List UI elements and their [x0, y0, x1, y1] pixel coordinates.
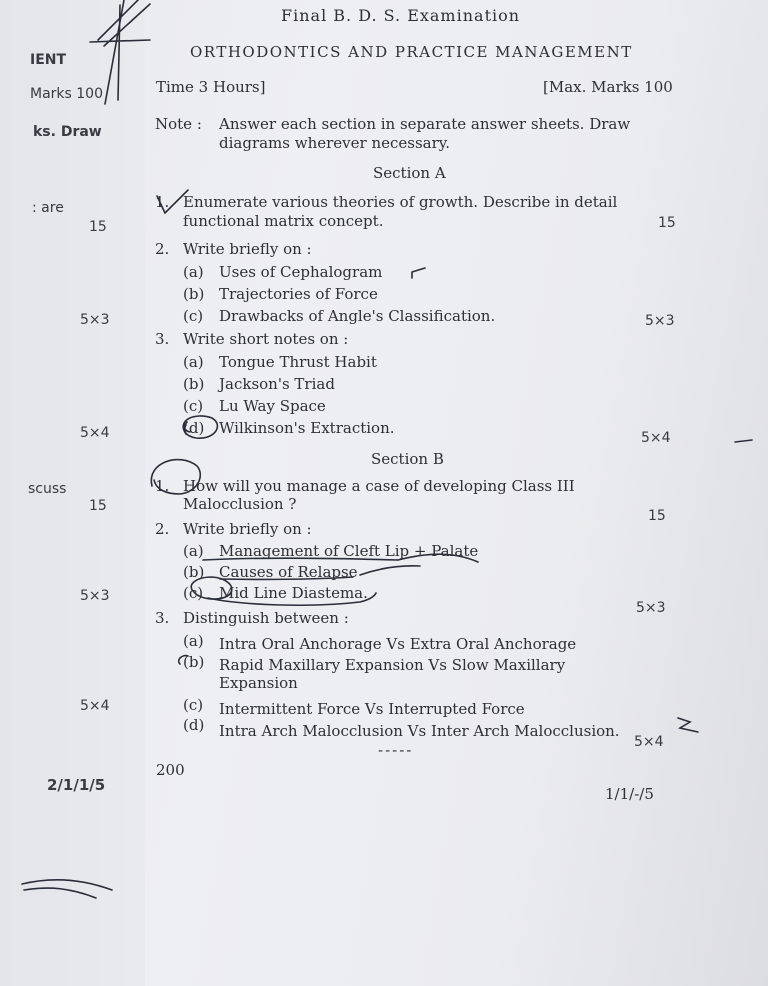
max-marks: [Max. Marks 100 [543, 78, 673, 96]
pen-tick [157, 190, 188, 213]
item-label: (b) [183, 375, 205, 393]
margin-fragment: IENT [30, 52, 67, 68]
margin-marks: 5×4 [80, 425, 110, 441]
pen-mark [735, 440, 752, 442]
item-label: (c) [183, 584, 204, 602]
question-number: 2. [155, 520, 170, 538]
margin-fragment: scuss [28, 481, 67, 497]
item-text: Drawbacks of Angle's Classification. [219, 307, 496, 325]
item-label: (c) [183, 696, 204, 714]
item-text: Wilkinson's Extraction. [219, 419, 395, 437]
margin-page-code: 2/1/1/5 [47, 776, 106, 794]
margin-fragment: : are [32, 200, 64, 216]
question-number: 2. [155, 240, 170, 258]
question-stem: Write briefly on : [183, 520, 312, 538]
question-text: functional matrix concept. [183, 212, 384, 230]
pen-underline [203, 558, 398, 560]
section-b-title: Section B [371, 450, 444, 468]
pen-mark [412, 268, 425, 278]
item-text: Lu Way Space [219, 397, 326, 415]
item-text: Causes of Relapse [219, 563, 358, 581]
margin-marks: 5×3 [80, 588, 110, 604]
item-text: Uses of Cephalogram [219, 263, 383, 281]
pen-scribble [22, 880, 112, 898]
item-label: (c) [183, 307, 204, 325]
question-number: 1. [155, 477, 170, 495]
item-label: (c) [183, 397, 204, 415]
item-text: Trajectories of Force [219, 285, 378, 303]
item-text: Intra Oral Anchorage Vs Extra Oral Anchorage [219, 635, 577, 653]
note-text-line1: Answer each section in separate answer sheets. Draw [219, 115, 631, 133]
item-text: Rapid Maxillary Expansion Vs Slow Maxillary [219, 656, 566, 674]
item-text: Mid Line Diastema. [219, 584, 368, 602]
item-label: (a) [183, 632, 204, 650]
question-stem: Write briefly on : [183, 240, 312, 258]
item-text: Tongue Thrust Habit [219, 353, 377, 371]
item-label: (b) [183, 563, 205, 581]
item-text: Jackson's Triad [219, 375, 335, 393]
pen-underline [208, 593, 376, 605]
exam-title: Final B. D. S. Examination [281, 6, 521, 25]
pen-scribble [360, 566, 420, 575]
pen-mark [179, 656, 188, 664]
item-label: (b) [183, 285, 205, 303]
question-marks: 15 [658, 215, 676, 231]
question-marks: 5×4 [641, 430, 671, 446]
question-number: 1. [155, 193, 170, 211]
margin-marks: 15 [89, 498, 107, 514]
question-marks: 5×4 [634, 734, 664, 750]
question-text: How will you manage a case of developing Class III [183, 477, 575, 495]
pen-underline [398, 554, 478, 562]
margin-marks: 5×4 [80, 698, 110, 714]
question-text: Malocclusion ? [183, 495, 297, 513]
item-label: (d) [183, 419, 205, 437]
pen-circle [183, 416, 217, 438]
question-stem: Write short notes on : [183, 330, 349, 348]
item-label: (d) [183, 716, 205, 734]
note-text-line2: diagrams wherever necessary. [219, 134, 451, 152]
end-divider: ----- [378, 741, 414, 759]
item-text: Expansion [219, 674, 298, 692]
item-text: Management of Cleft Lip + Palate [219, 542, 479, 560]
margin-marks: 5×3 [80, 312, 110, 328]
question-marks: 5×3 [645, 313, 675, 329]
question-marks: 15 [648, 508, 666, 524]
question-number: 3. [155, 330, 170, 348]
item-text: Intermittent Force Vs Interrupted Force [219, 700, 525, 718]
item-label: (b) [183, 653, 205, 671]
pen-circle [151, 460, 200, 494]
question-text: Enumerate various theories of growth. Describe in detail [183, 193, 618, 211]
copies-count: 200 [156, 761, 185, 779]
item-label: (a) [183, 263, 204, 281]
pen-circle [191, 577, 232, 599]
pen-scribble [90, 0, 150, 104]
margin-marks: 15 [89, 219, 107, 235]
item-label: (a) [183, 353, 204, 371]
subject-title: ORTHODONTICS AND PRACTICE MANAGEMENT [190, 43, 633, 61]
question-stem: Distinguish between : [183, 609, 349, 627]
margin-fragment: Marks 100 [30, 86, 103, 102]
section-a-title: Section A [373, 164, 446, 182]
item-label: (a) [183, 542, 204, 560]
pen-underline [220, 577, 353, 579]
question-marks: 5×3 [636, 600, 666, 616]
pen-mark [678, 718, 698, 732]
note-label: Note : [155, 115, 202, 133]
time-allowed: Time 3 Hours] [156, 78, 266, 96]
paper-code: 1/1/-/5 [605, 785, 654, 803]
item-text: Intra Arch Malocclusion Vs Inter Arch Malocclusion. [219, 722, 620, 740]
margin-fragment: ks. Draw [33, 124, 102, 140]
question-number: 3. [155, 609, 170, 627]
